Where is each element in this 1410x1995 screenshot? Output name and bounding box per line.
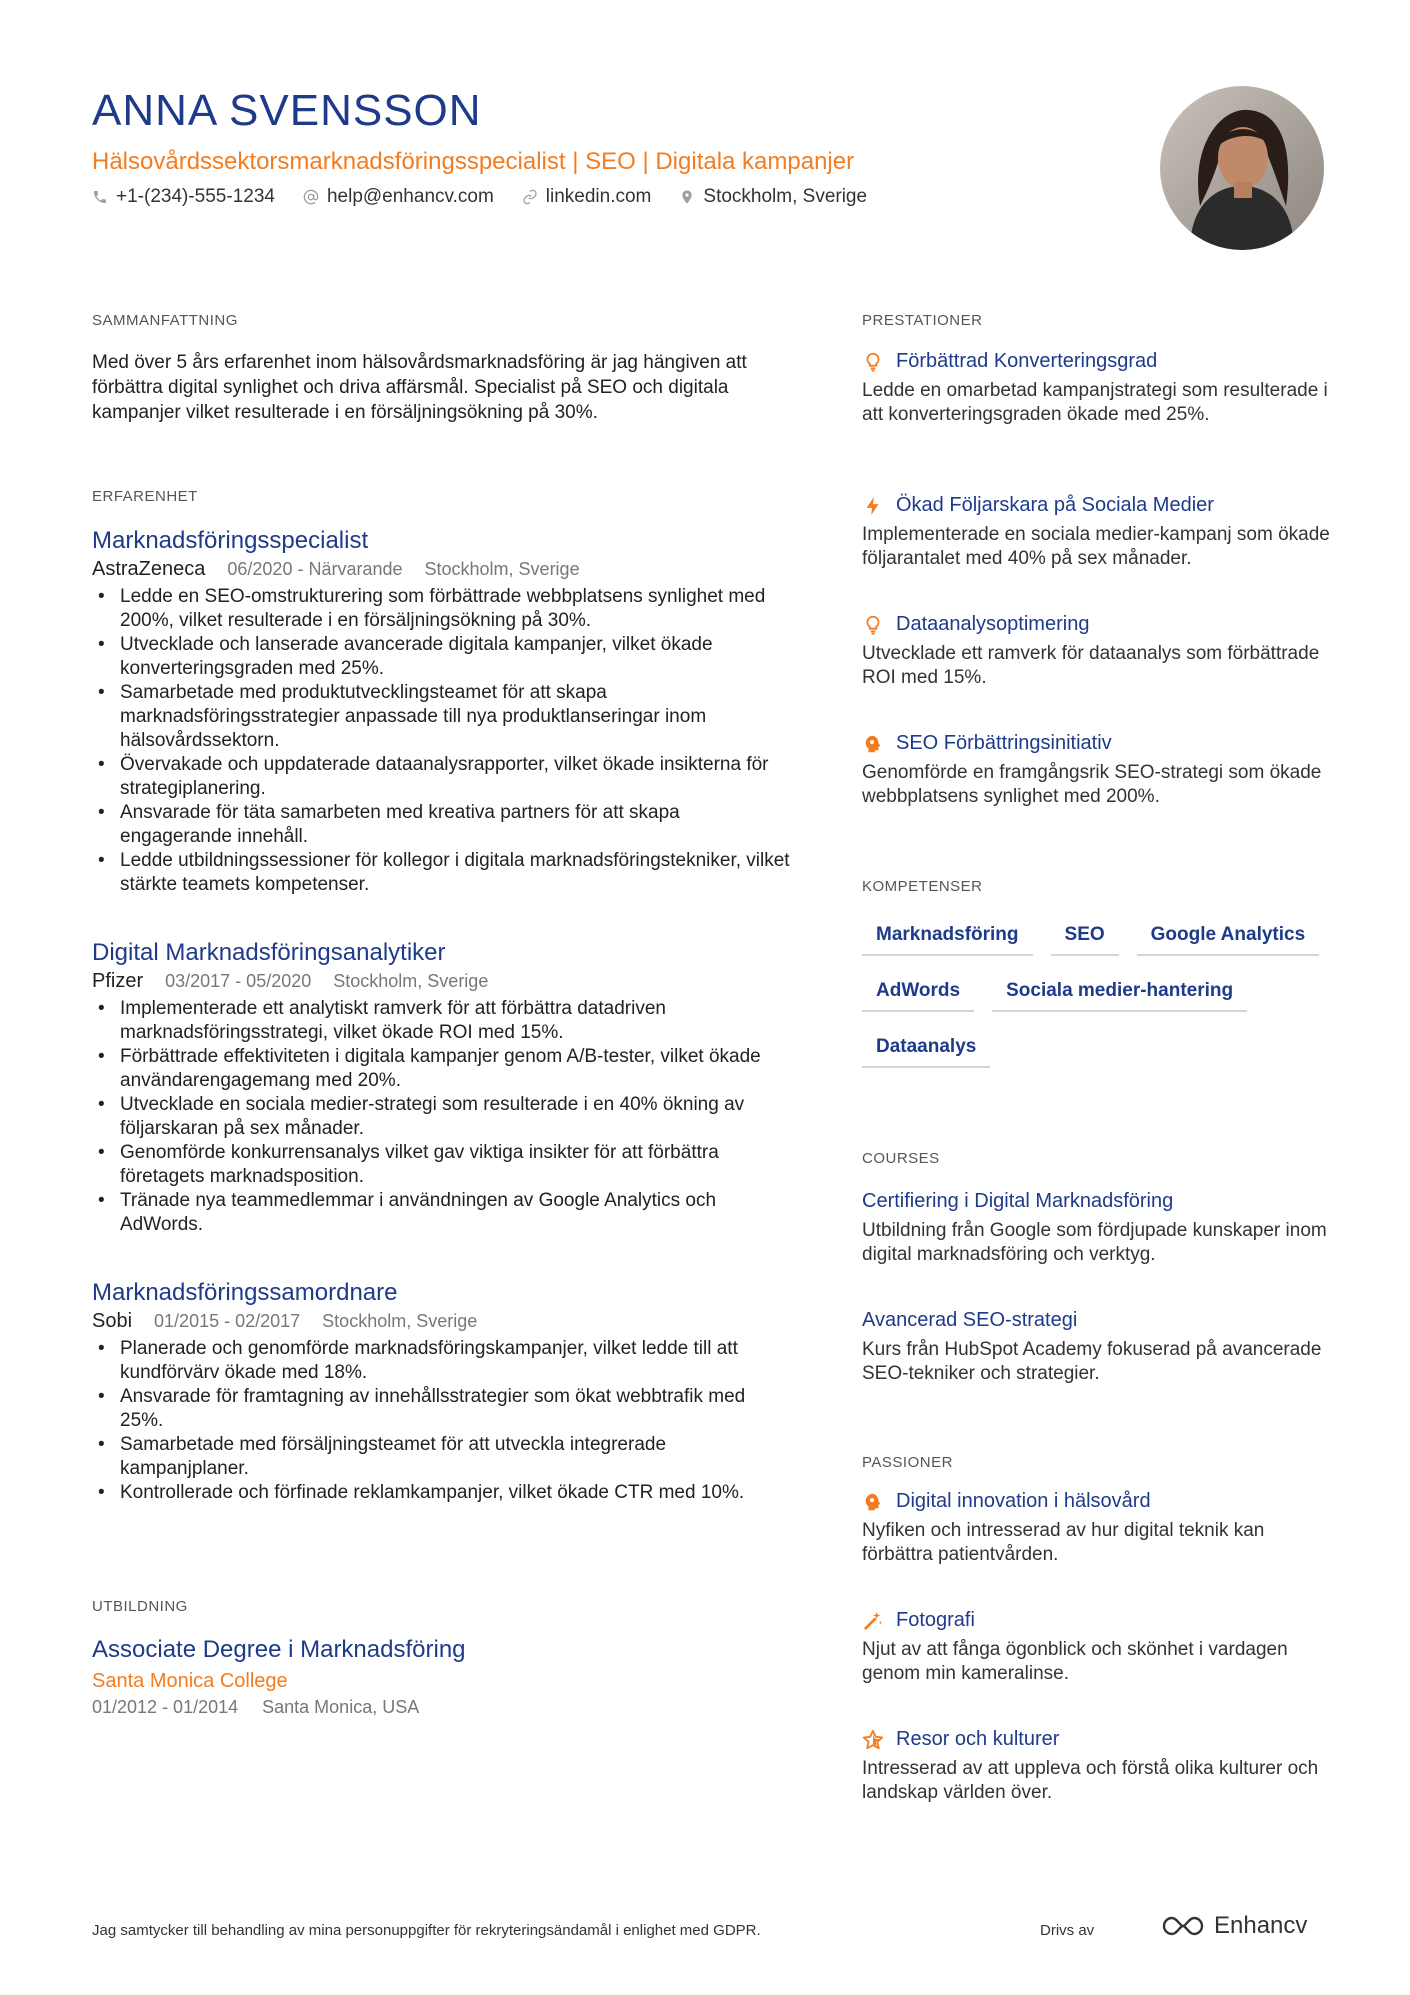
job-meta xyxy=(92,970,792,993)
job-meta xyxy=(92,1310,792,1333)
passion-item xyxy=(862,1490,1332,1567)
contact-location-text: Stockholm, Sverige xyxy=(703,186,868,207)
brand-name: Enhancv xyxy=(1214,1912,1308,1939)
profile-photo xyxy=(1160,86,1324,250)
contact-bar xyxy=(92,186,867,208)
achievement-item xyxy=(862,350,1332,427)
phone-icon xyxy=(92,189,108,205)
skills-heading: KOMPETENSER xyxy=(862,878,983,895)
education-degree: Associate Degree i Marknadsföring xyxy=(92,1636,466,1663)
job-bullet: • Samarbetade med produktutvecklingsteamet för att skapa marknadsföringsstrategier anpassade till nya produktlanseringar inom hälsovårdssektorn. xyxy=(92,681,792,753)
course-item xyxy=(862,1190,1332,1267)
course-desc: Utbildning från Google som fördjupade kunskaper inom digital marknadsföring och verktyg. xyxy=(862,1220,1327,1265)
job-bullet: • Utvecklade och lanserade avancerade digitala kampanjer, vilket ökade konverteringsgraden med 25%. xyxy=(92,633,792,681)
lightbulb-icon xyxy=(862,614,884,636)
skill-tag: Google Analytics xyxy=(1137,920,1320,956)
achievement-title: SEO Förbättringsinitiativ xyxy=(896,732,1112,754)
job-title: Digital Marknadsföringsanalytiker xyxy=(92,939,446,966)
education-dates: 01/2012 - 01/2014 xyxy=(92,1697,239,1717)
achievement-desc: Utvecklade ett ramverk för dataanalys som förbättrade ROI med 15%. xyxy=(862,643,1320,688)
job-bullet: • Ansvarade för täta samarbeten med kreativa partners för att skapa engagerande innehåll. xyxy=(92,801,792,849)
powered-by-label: Drivs av xyxy=(1040,1922,1095,1939)
course-title: Avancerad SEO-strategi xyxy=(862,1309,1078,1331)
job-bullet: • Förbättrade effektiviteten i digitala kampanjer genom A/B-tester, vilket ökade användarengagemang med 20%. xyxy=(92,1045,792,1093)
job-bullet: • Övervakade och uppdaterade dataanalysrapporter, vilket ökade insikterna för strategiplanering. xyxy=(92,753,792,801)
camera-wand-icon xyxy=(862,1610,884,1632)
job-bullet: • Samarbetade med försäljningsteamet för att utveckla integrerade kampanjplaner. xyxy=(92,1433,792,1481)
experience-heading: ERFARENHET xyxy=(92,488,198,505)
job-dates: 06/2020 - Närvarande xyxy=(227,559,403,579)
summary-heading: SAMMANFATTNING xyxy=(92,312,238,329)
skill-tag: Marknadsföring xyxy=(862,920,1033,956)
location-icon xyxy=(679,189,695,205)
job-location: Stockholm, Sverige xyxy=(333,971,489,991)
passion-title: Resor och kulturer xyxy=(896,1728,1060,1750)
job-dates: 01/2015 - 02/2017 xyxy=(154,1311,301,1331)
experience-entry xyxy=(92,938,792,1237)
job-dates: 03/2017 - 05/2020 xyxy=(165,971,312,991)
achievement-title: Förbättrad Konverteringsgrad xyxy=(896,350,1158,372)
job-location: Stockholm, Sverige xyxy=(322,1311,478,1331)
job-bullet: • Tränade nya teammedlemmar i användningen av Google Analytics och AdWords. xyxy=(92,1189,792,1237)
experience-entry xyxy=(92,1278,792,1505)
job-title: Marknadsföringsspecialist xyxy=(92,527,369,554)
experience-entry xyxy=(92,526,792,897)
education-entry xyxy=(92,1636,792,1718)
contact-phone[interactable] xyxy=(92,186,275,208)
course-item xyxy=(862,1309,1332,1386)
achievement-desc: Ledde en omarbetad kampanjstrategi som resulterade i att konverteringsgraden ökade med 25%. xyxy=(862,380,1328,425)
passion-title: Fotografi xyxy=(896,1609,975,1631)
job-bullets xyxy=(92,585,792,897)
job-bullets xyxy=(92,1337,792,1505)
gdpr-consent-note: Jag samtycker till behandling av mina personuppgifter för rekryteringsändamål i enlighet med GDPR. xyxy=(92,1922,761,1939)
course-desc: Kurs från HubSpot Academy fokuserad på avancerade SEO-tekniker och strategier. xyxy=(862,1339,1322,1384)
job-company: Pfizer xyxy=(92,970,144,992)
candidate-name: ANNA SVENSSON xyxy=(92,86,482,135)
at-icon xyxy=(303,189,319,205)
job-bullet: • Implementerade ett analytiskt ramverk för att förbättra datadriven marknadsföringsstrategi, vilket ökade ROI med 15%. xyxy=(92,997,792,1045)
contact-email[interactable] xyxy=(303,186,494,208)
achievement-item xyxy=(862,613,1332,690)
passion-title: Digital innovation i hälsovård xyxy=(896,1490,1151,1512)
job-bullets xyxy=(92,997,792,1237)
infinity-logo-icon xyxy=(1160,1914,1206,1938)
job-title: Marknadsföringssamordnare xyxy=(92,1279,398,1306)
achievement-item xyxy=(862,732,1332,809)
skills-list xyxy=(862,920,1322,1068)
brain-icon xyxy=(862,1491,884,1513)
skill-tag: Dataanalys xyxy=(862,1032,990,1068)
education-heading: UTBILDNING xyxy=(92,1598,188,1615)
link-icon xyxy=(522,189,538,205)
job-meta xyxy=(92,558,792,581)
achievement-desc: Implementerade en sociala medier-kampanj som ökade följarantalet med 40% på sex månader. xyxy=(862,524,1330,569)
contact-location xyxy=(679,186,867,208)
job-bullet: • Ledde utbildningssessioner för kollegor i digitala marknadsföringstekniker, vilket stärkte teamets kompetenser. xyxy=(92,849,792,897)
achievement-title: Dataanalysoptimering xyxy=(896,613,1090,635)
job-company: Sobi xyxy=(92,1310,133,1332)
achievement-desc: Genomförde en framgångsrik SEO-strategi som ökade webbplatsens synlighet med 200%. xyxy=(862,762,1322,807)
job-bullet: • Ledde en SEO-omstrukturering som förbättrade webbplatsens synlighet med 200%, vilket resulterade i en försäljningsökning på 30%. xyxy=(92,585,792,633)
passion-item xyxy=(862,1728,1332,1805)
job-location: Stockholm, Sverige xyxy=(424,559,580,579)
courses-heading: COURSES xyxy=(862,1150,940,1167)
enhancv-logo[interactable] xyxy=(1160,1912,1307,1940)
job-company: AstraZeneca xyxy=(92,558,206,580)
passions-heading: PASSIONER xyxy=(862,1454,953,1471)
summary-text: Med över 5 års erfarenhet inom hälsovårdsmarknadsföring är jag hängiven att förbättra digital synlighet och driva affärsmål. Specialist på SEO och digitala kampanjer vilket resulterade i en försäljningsökning på 30%. xyxy=(92,352,747,423)
passion-desc: Njut av att fånga ögonblick och skönhet i vardagen genom min kameralinse. xyxy=(862,1639,1288,1684)
skill-tag: SEO xyxy=(1051,920,1119,956)
job-bullet: • Planerade och genomförde marknadsföringskampanjer, vilket ledde till att kundförvärv ökade med 18%. xyxy=(92,1337,792,1385)
contact-linkedin-text: linkedin.com xyxy=(545,186,652,207)
bolt-icon xyxy=(862,495,884,517)
education-location: Santa Monica, USA xyxy=(262,1697,420,1717)
contact-phone-text: +1-(234)-555-1234 xyxy=(116,186,275,207)
passion-desc: Nyfiken och intresserad av hur digital teknik kan förbättra patientvården. xyxy=(862,1520,1265,1565)
job-bullet: • Kontrollerade och förfinade reklamkampanjer, vilket ökade CTR med 10%. xyxy=(92,1481,792,1505)
achievements-heading: PRESTATIONER xyxy=(862,312,983,329)
job-bullet: • Ansvarade för framtagning av innehållsstrategier som ökat webbtrafik med 25%. xyxy=(92,1385,792,1433)
job-bullet: • Genomförde konkurrensanalys vilket gav viktiga insikter för att förbättra företagets marknadsposition. xyxy=(92,1141,792,1189)
education-meta xyxy=(92,1697,792,1718)
lightbulb-icon xyxy=(862,351,884,373)
brain-icon xyxy=(862,733,884,755)
star-icon xyxy=(862,1729,884,1751)
passion-desc: Intresserad av att uppleva och förstå olika kulturer och landskap världen över. xyxy=(862,1758,1319,1803)
contact-linkedin[interactable] xyxy=(522,186,652,208)
job-bullet: • Utvecklade en sociala medier-strategi som resulterade i en 40% ökning av följarskaran på sex månader. xyxy=(92,1093,792,1141)
passion-item xyxy=(862,1609,1332,1686)
achievement-title: Ökad Följarskara på Sociala Medier xyxy=(896,494,1214,516)
achievement-item xyxy=(862,494,1332,571)
candidate-headline: Hälsovårdssektorsmarknadsföringsspecialist | SEO | Digitala kampanjer xyxy=(92,148,855,175)
contact-email-text: help@enhancv.com xyxy=(326,186,494,207)
education-school: Santa Monica College xyxy=(92,1670,288,1692)
skill-tag: Sociala medier-hantering xyxy=(992,976,1247,1012)
skill-tag: AdWords xyxy=(862,976,974,1012)
course-title: Certifiering i Digital Marknadsföring xyxy=(862,1190,1174,1212)
